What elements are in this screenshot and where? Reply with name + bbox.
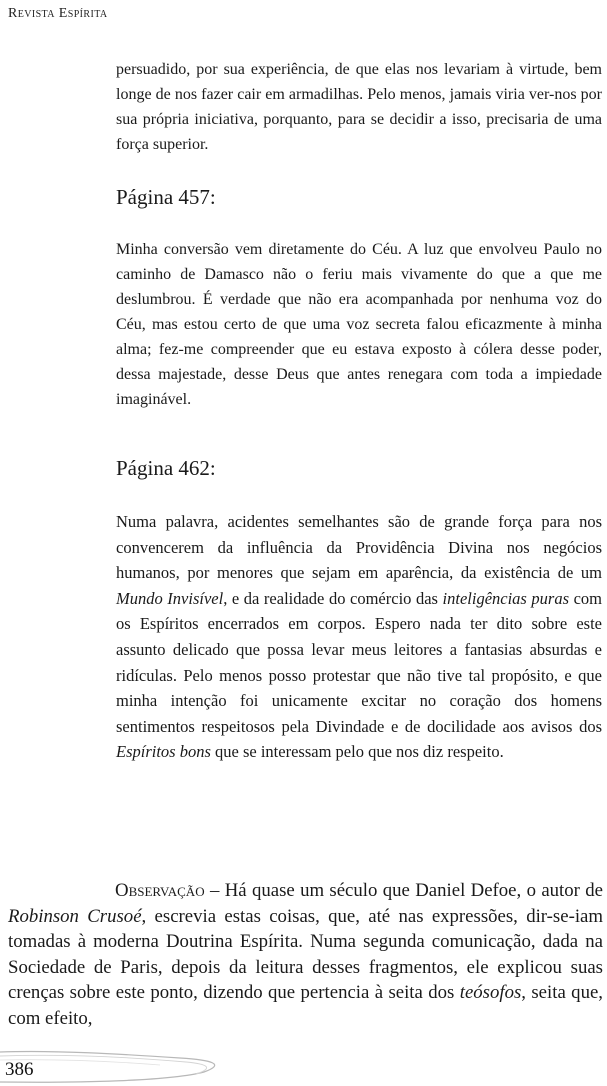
section-heading-page-457: Página 457: <box>116 185 216 209</box>
quote-paragraph-1: persuadido, por sua experiência, de que elas nos levariam à virtude, bem longe de nos fazer cair em armadilhas. Pelo menos, jamais viria ver-nos por sua própria iniciativa, porquanto, para se decidir a isso, precisaria de uma força superior. <box>116 61 602 153</box>
page-number: 386 <box>5 1059 34 1080</box>
running-header: Revista Espírita <box>8 6 108 21</box>
text-run: Numa palavra, acidentes semelhantes são de grande força para nos convencerem da influência da Providência Divina nos negócios humanos, por menores que sejam em aparência, da existência de um <box>116 512 602 583</box>
quote-paragraph-3 <box>116 509 602 765</box>
text-run: , escrevia estas coisas, que, até nas expressões, dir-se-iam tomadas à moderna Doutrina Espírita. Numa segunda comunicação, dada na Sociedade de Paris, depois da leitura desses fragmentos, ele explicou suas crenças sobre este ponto, dizendo que pertencia à seita dos <box>8 905 603 1003</box>
section-heading-page-462: Página 462: <box>116 456 216 480</box>
text-run: , seita que, com efeito, <box>8 982 603 1029</box>
emphasis-inteligencias-puras: inteligências puras <box>442 588 570 608</box>
emphasis-teosofos: teósofos <box>459 982 522 1003</box>
text-run: que se interessam pelo que nos diz respeito. <box>210 742 504 762</box>
text-run: , e da realidade do comércio das <box>223 588 443 608</box>
observation-label: Observação <box>115 880 205 901</box>
text-run: com os Espíritos encerrados em corpos. Espero nada ter dito sobre este assunto delicado que possa levar meus leitores a fantasias absurdas e ridículas. Pelo menos posso protestar que não tive tal propósito, e que minha intenção foi unicamente excitar no coração dos homens sentimentos respeitosos pela Divindade e de docilidade aos avisos dos <box>116 588 602 736</box>
footer-swoosh-ornament <box>0 1048 240 1086</box>
emphasis-robinson-crusoe: Robinson Crusoé <box>8 905 142 927</box>
quote-paragraph-2: Minha conversão vem diretamente do Céu. A luz que envolveu Paulo no caminho de Damasco não o feriu mais vivamente do que a que me deslumbrou. É verdade que não era acompanhada por nenhuma voz do Céu, mas estou certo de que uma voz secreta falou eficazmente à minha alma; fez-me compreender que eu estava exposto à cólera desse poder, dessa majestade, desse Deus que antes renegara com toda a impiedade imaginável. <box>116 241 602 408</box>
observation-paragraph <box>8 878 603 1031</box>
emphasis-mundo-invisivel: Mundo Invisível <box>116 588 224 608</box>
emphasis-espiritos-bons: Espíritos bons <box>116 742 211 762</box>
text-run: – Há quase um século que Daniel Defoe, o autor de <box>204 880 603 901</box>
